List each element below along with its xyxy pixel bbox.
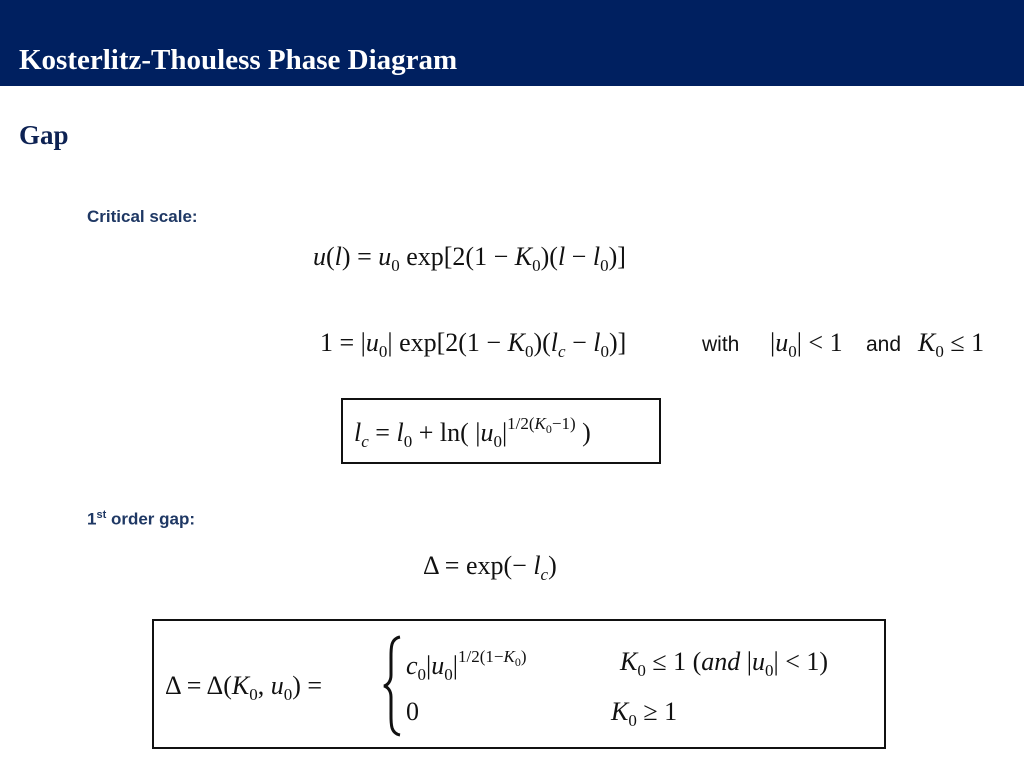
math-token: ( xyxy=(326,242,335,271)
math-token: u xyxy=(270,671,284,700)
math-token: c xyxy=(558,342,566,361)
math-token: ) xyxy=(575,418,591,447)
math-token: u xyxy=(480,418,494,447)
math-token: Δ = exp(− xyxy=(423,551,534,580)
math-token: 0 xyxy=(403,432,413,451)
critical-scale-result-box xyxy=(341,398,661,464)
left-brace-icon xyxy=(382,635,402,737)
math-token: , xyxy=(257,671,271,700)
math-token: u xyxy=(313,242,326,271)
math-token: − xyxy=(565,242,593,271)
math-token: K xyxy=(503,647,515,666)
first-order-gap-label xyxy=(87,509,195,530)
math-token: 1 = | xyxy=(320,328,366,357)
math-token: 0 xyxy=(532,256,541,275)
math-token: | xyxy=(452,651,458,680)
math-token: + ln( | xyxy=(412,418,481,447)
math-token: K xyxy=(534,414,546,433)
math-token: u xyxy=(431,651,445,680)
math-token: ) xyxy=(520,647,527,666)
math-token: | exp[2(1 − xyxy=(387,328,508,357)
math-token: 0 xyxy=(283,685,293,704)
math-token: K xyxy=(231,671,250,700)
with-text: with xyxy=(702,333,740,356)
math-token: 0 xyxy=(600,342,609,361)
math-token: 0 xyxy=(545,422,552,436)
math-token: | < 1 xyxy=(796,328,843,357)
math-token: 0 xyxy=(524,342,534,361)
title-bar xyxy=(0,0,1024,86)
math-token: −1) xyxy=(551,414,576,433)
math-token: 0 xyxy=(600,256,609,275)
case2-condition xyxy=(611,697,677,731)
math-token: ≥ 1 xyxy=(636,697,678,726)
math-token: 0 xyxy=(493,432,502,451)
math-token: l xyxy=(593,328,601,357)
math-token: 0 xyxy=(249,685,258,704)
math-token: ) = xyxy=(341,242,379,271)
math-token: l xyxy=(354,418,362,447)
math-token: | xyxy=(426,651,432,680)
math-token: 0 xyxy=(406,697,419,726)
math-token: l xyxy=(533,551,541,580)
condition-u0 xyxy=(770,328,843,362)
math-token: l xyxy=(550,328,559,357)
condition-k0 xyxy=(918,328,984,362)
math-token: 1/2( xyxy=(507,414,535,433)
gap-result-box xyxy=(152,619,886,749)
math-token: u xyxy=(378,242,392,271)
math-token: 0 xyxy=(444,665,453,684)
math-token: K xyxy=(611,697,629,726)
math-token: )( xyxy=(540,242,558,271)
case2-expression xyxy=(406,697,419,727)
case1-expression xyxy=(406,647,526,685)
equation-critical-condition xyxy=(320,328,626,362)
math-token: 0 xyxy=(765,661,774,680)
math-token: K xyxy=(620,647,638,676)
math-token: K xyxy=(918,328,936,357)
equation-lc xyxy=(354,414,591,452)
math-token: 0 xyxy=(637,661,646,680)
math-token: | xyxy=(740,647,752,676)
first-order-sup: st xyxy=(96,509,107,521)
math-token: 0 xyxy=(514,655,521,669)
math-token: ≤ 1 xyxy=(943,328,985,357)
first-order-num: 1 xyxy=(87,509,97,529)
math-token: ) xyxy=(548,551,557,580)
math-token: l xyxy=(396,418,404,447)
math-token: )( xyxy=(533,328,551,357)
math-token: ≤ 1 ( xyxy=(645,647,702,676)
math-token: | xyxy=(501,418,508,447)
math-token: ) = xyxy=(292,671,323,700)
math-token: − xyxy=(565,328,594,357)
math-token: = xyxy=(368,418,397,447)
math-token: 0 xyxy=(378,342,388,361)
math-token: 0 xyxy=(935,342,944,361)
math-token: u xyxy=(775,328,789,357)
math-token: K xyxy=(514,242,533,271)
math-token: Δ = Δ( xyxy=(165,671,232,700)
math-token: exp[2(1 − xyxy=(399,242,515,271)
math-token: c xyxy=(361,432,369,451)
math-token: u xyxy=(752,647,765,676)
equation-u-of-l xyxy=(313,242,626,276)
math-token: and xyxy=(701,647,741,676)
math-token: | < 1) xyxy=(773,647,829,676)
math-token: 0 xyxy=(417,665,427,684)
math-token: c xyxy=(540,565,549,584)
section-heading: Gap xyxy=(19,120,69,150)
math-token: | xyxy=(770,328,776,357)
and-text: and xyxy=(866,333,902,356)
critical-scale-label: Critical scale: xyxy=(87,207,198,226)
case1-condition xyxy=(620,647,828,681)
math-token: 0 xyxy=(788,342,797,361)
math-token: l xyxy=(592,242,601,271)
first-order-rest: order gap: xyxy=(106,509,196,529)
math-token: 0 xyxy=(391,256,400,275)
equation-delta-lhs xyxy=(165,671,322,705)
math-token: 0 xyxy=(628,711,637,730)
math-token: u xyxy=(365,328,379,357)
math-token: c xyxy=(406,651,418,680)
math-token: 1/2(1− xyxy=(457,647,504,666)
math-token: )] xyxy=(608,328,627,357)
math-token: )] xyxy=(608,242,626,271)
math-token: l xyxy=(334,242,342,271)
math-token: l xyxy=(557,242,566,271)
math-token: K xyxy=(507,328,525,357)
slide-title: Kosterlitz-Thouless Phase Diagram xyxy=(19,44,458,76)
equation-delta-exp xyxy=(423,551,557,585)
